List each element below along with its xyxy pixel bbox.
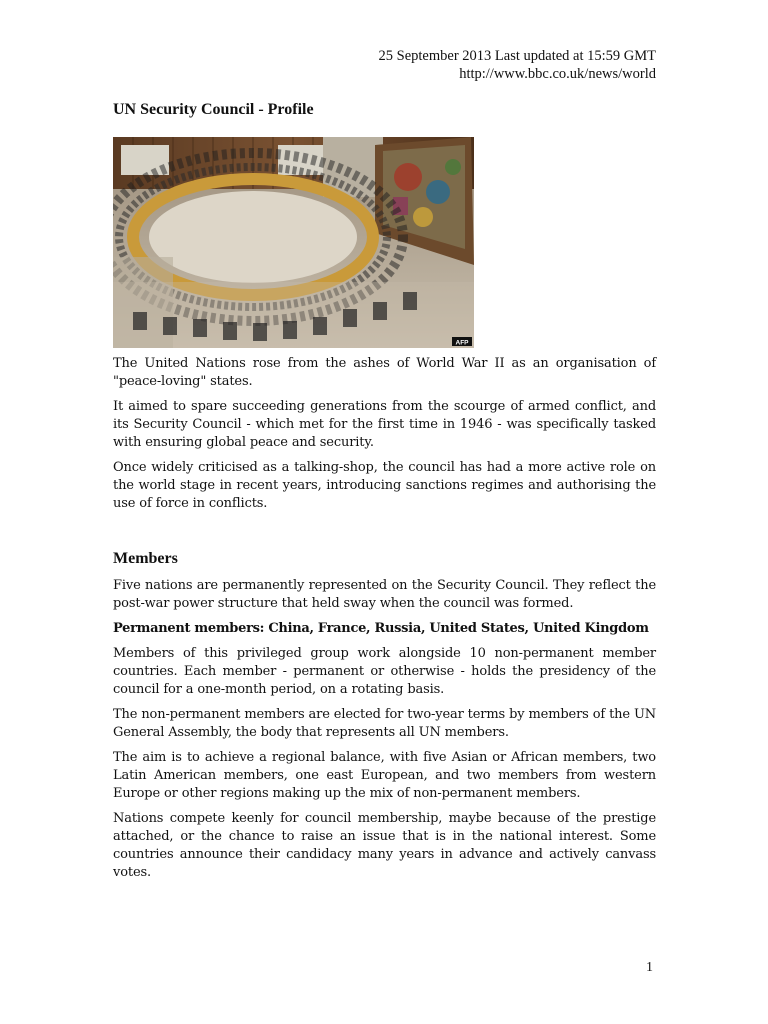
article-meta bbox=[326, 47, 656, 83]
security-council-photo bbox=[113, 137, 474, 348]
date-line: 25 September 2013 Last updated at 15:59 GMT bbox=[378, 48, 656, 64]
members-paragraph: Five nations are permanently represented on the Security Council. They reflect the post-war power structure that held sway when the council was formed. bbox=[113, 578, 656, 611]
members-paragraph: The aim is to achieve a regional balance, with five Asian or African members, two Latin American members, one east European, and two members from western Europe or other regions making up the mix of non-permanent members. bbox=[113, 750, 656, 801]
members-section bbox=[113, 577, 656, 889]
intro-section bbox=[113, 355, 656, 520]
members-paragraph: The non-permanent members are elected for two-year terms by members of the UN General Assembly, the body that represents all UN members. bbox=[113, 707, 656, 740]
intro-paragraph: The United Nations rose from the ashes of World War II as an organisation of "peace-loving" states. bbox=[113, 356, 656, 389]
members-heading: Members bbox=[113, 550, 178, 567]
page-number: 1 bbox=[646, 960, 653, 975]
source-url: http://www.bbc.co.uk/news/world bbox=[459, 66, 656, 82]
permanent-members-line: Permanent members: China, France, Russia, United States, United Kingdom bbox=[113, 621, 649, 636]
members-paragraph: Nations compete keenly for council membership, maybe because of the prestige attached, or the chance to raise an issue that is in the national interest. Some countries announce their candidacy many years in advance and actively canvass votes. bbox=[113, 811, 656, 880]
members-paragraph: Members of this privileged group work alongside 10 non-permanent member countries. Each member - permanent or otherwise - holds the presidency of the council for a one-month period, on a rotating basis. bbox=[113, 646, 656, 697]
intro-paragraph: It aimed to spare succeeding generations from the scourge of armed conflict, and its Security Council - which met for the first time in 1946 - was specifically tasked with ensuring global peace and security. bbox=[113, 399, 656, 450]
intro-paragraph: Once widely criticised as a talking-shop, the council has had a more active role on the world stage in recent years, introducing sanctions regimes and authorising the use of force in conflicts. bbox=[113, 460, 656, 511]
page-title: UN Security Council - Profile bbox=[113, 101, 314, 118]
photo-credit: AFP bbox=[455, 339, 469, 347]
